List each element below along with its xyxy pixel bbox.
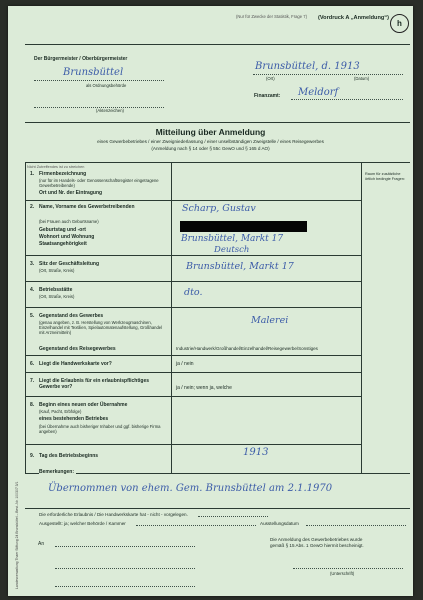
field-2-value-nationality: Deutsch bbox=[214, 245, 250, 255]
footer-line-1: Die erforderliche Erlaubnis / Die Handwerkskarte hat - nicht - vorgelegen. bbox=[39, 512, 188, 517]
field-6-label: Liegt die Handwerkskarte vor? bbox=[39, 361, 112, 367]
field-5-options: Industrie/Handwerk/Großhandel/Einzelhandel/Reisegewerbe/Sonstiges bbox=[176, 346, 318, 351]
authority-value: Brunsbüttel bbox=[63, 67, 124, 78]
field-6-answer: ja / nein bbox=[176, 361, 194, 367]
left-col-note: Nicht Zutreffendes ist zu streichen bbox=[27, 165, 85, 169]
footer-an: An bbox=[38, 541, 45, 547]
ort-label: (Ort) bbox=[266, 76, 275, 81]
place-date-value: Brunsbüttel, d. 1913 bbox=[255, 61, 360, 72]
footer-right-1: Die Anmeldung des Gewerbebetriebes wurde bbox=[270, 537, 363, 542]
header-top-line bbox=[25, 44, 410, 45]
subtitle-2: (Anmeldung nach § 14 oder § 55c GewO und § 165 d AO) bbox=[151, 146, 270, 151]
field-3-label: Sitz der Geschäftsleitung bbox=[39, 261, 100, 267]
footer-right-2: gemäß § 15 Abs. 1 GewO hiermit bescheinigt. bbox=[270, 543, 364, 548]
field-5-label: Gegenstand des Gewerbes bbox=[39, 313, 104, 319]
field-4-value: dto. bbox=[184, 287, 203, 298]
field-8-label: Beginn eines neuen oder Übernahme bbox=[39, 402, 128, 408]
field-2-value-name: Scharp, Gustav bbox=[182, 203, 256, 214]
field-2-label: Name, Vorname des Gewerbetreibenden bbox=[39, 204, 135, 210]
redaction-bar bbox=[180, 221, 307, 232]
field-7-label: Liegt die Erlaubnis für ein erlaubnispflichtiges Gewerbe vor? bbox=[39, 378, 150, 390]
footer-ausgestellt: Ausgestellt: ja; welcher Behörde / Kammer bbox=[39, 521, 126, 526]
field-2-value-address: Brunsbüttel, Markt 17 bbox=[181, 234, 284, 244]
top-note: (Nur für Zwecke der Statistik, Frage 7) bbox=[236, 14, 307, 19]
aktenzeichen-label: (Aktenzeichen) bbox=[96, 108, 124, 113]
field-9-value: 1913 bbox=[243, 447, 269, 458]
field-3-value: Brunsbüttel, Markt 17 bbox=[186, 261, 294, 272]
field-5-value: Malerei bbox=[251, 315, 289, 326]
bemerkungen-value: Übernommen von ehem. Gem. Brunsbüttel am 2.1.1970 bbox=[48, 483, 333, 494]
finanzamt-value: Meldorf bbox=[298, 87, 339, 98]
unterschrift-label: (Unterschrift) bbox=[330, 571, 355, 576]
authority-sub: als Ordnungsbehörde bbox=[86, 83, 127, 88]
field-1-label: Firmenbezeichnung bbox=[39, 171, 87, 177]
form-page: (Nur für Zwecke der Statistik, Frage 7) (Vordruck A „Anmeldung“) h Der Bürgermeister / Oberbürgermeister Brunsbüttel als Ordnungsbehörde (Aktenzeichen) Brunsbüttel, d. 1913 (Ort) (Datum) Finanzamt: Meldorf Mitteilung über Anmeldung eines Gewerbebetriebes / einer Zweigniederlassung / einer unselbständigen Zweigstelle / eines Reisegewerbes (Anmeldung nach § 14 oder § 55c GewO und § 165 d AO) Nicht Zutreffendes ist zu streichen Raum für zusätzliche örtlich bedingte Fragen: 1. Firmenbezeichnung (nur für im Handels- oder Genossenschaftsregister eingetragene Gewerbetreibende) Ort und Nr. der Eintragung 2. Name, Vorname des Gewerbetreibenden (bei Frauen auch Geburtsname) Geburtstag und -ort Wohnort und Wohnung Staatsangehörigkeit Scharp, Gustav Brunsbüttel, Markt 17 Deutsch 3. Sitz der Geschäftsleitung (Ort, Straße, Kreis) Brunsbüttel, Markt 17 4. Betriebsstätte (Ort, Straße, Kreis) dto. 5. Gegenstand des Gewerbes (genau angeben, z. B. Herstellung von Werkzeugmaschinen, Einzelhandel mit Textilien, Spielautomatenaufstellung, Großhandel mit Arzneimitteln) Gegenstand des Reisegewerbes Malerei Industrie/Handwerk/Großhandel/Einzelhandel/Reisegewerbe/Sonstiges 6. Liegt die Handwerkskarte vor? ja / nein 7. Liegt die Erlaubnis für ein erlaubnispflichtiges Gewerbe vor? ja / nein; wenn ja, welche 8. Beginn eines neuen oder Übernahme (Kauf, Pacht, Erbfolge) eines bestehenden Betriebes (bei Übernahme auch bisheriger Inhaber und ggf. bisherige Firma angeben) 9. Tag des Betriebsbeginns 1913 Bemerkungen: Übernommen von ehem. Gem. Brunsbüttel am 2.1.1970 Die erforderliche Erlaubnis / Die Handwerkskarte hat - nicht - vorgelegen. Ausgestellt: ja; welcher Behörde / Kammer Ausstellungsdatum An Die Anmeldung des Gewerbebetriebes wurde gemäß § 15 Abs. 1 GewO hiermit bescheinigt. (Unterschrift) Landesverwaltung Thaer Stiftung 24 Brunsbüttel – Best.-Nr. 100307 3/1 bbox=[8, 6, 413, 596]
form-code: (Vordruck A „Anmeldung“) bbox=[318, 15, 389, 21]
field-9-label: Tag des Betriebsbeginns bbox=[39, 453, 99, 459]
field-4-label: Betriebsstätte bbox=[39, 287, 73, 293]
bemerkungen-label: Bemerkungen: bbox=[39, 469, 75, 475]
finanzamt-label: Finanzamt: bbox=[254, 93, 281, 99]
authority-title: Der Bürgermeister / Oberbürgermeister bbox=[34, 56, 128, 62]
subtitle-1: eines Gewerbebetriebes / einer Zweigniederlassung / einer unselbständigen Zweigstelle / eines Reisegewerbes bbox=[97, 139, 324, 144]
printer-note: Landesverwaltung Thaer Stiftung 24 Brunsbüttel – Best.-Nr. 100307 3/1 bbox=[15, 481, 19, 589]
field-7-answer: ja / nein; wenn ja, welche bbox=[176, 385, 232, 391]
form-letter-badge: h bbox=[390, 14, 409, 33]
right-col-note: Raum für zusätzliche örtlich bedingte Fragen: bbox=[365, 172, 405, 181]
footer-datum: Ausstellungsdatum bbox=[260, 521, 299, 526]
datum-label: (Datum) bbox=[354, 76, 370, 81]
main-title: Mitteilung über Anmeldung bbox=[155, 127, 266, 137]
